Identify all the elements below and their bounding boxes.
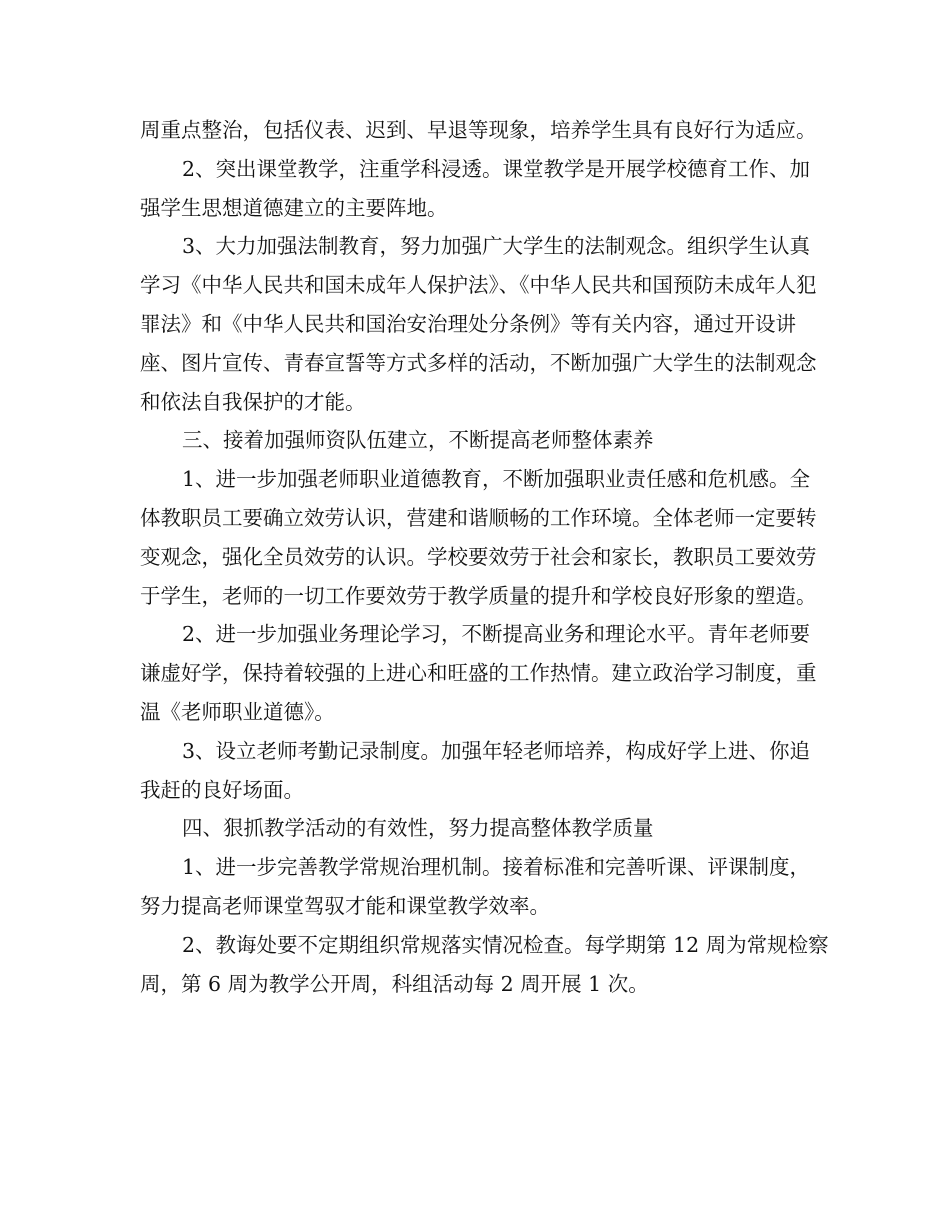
section-heading-teacher-team: 三、接着加强师资队伍建立，不断提高老师整体素养 — [182, 428, 654, 453]
paragraph-classroom-teaching: 2、突出课堂教学，注重学科浸透。课堂教学是开展学校德育工作、加强学生思想道德建立的主要阵地。 — [140, 156, 811, 220]
paragraph-continuation: 周重点整治，包括仪表、迟到、早退等现象，培养学生具有良好行为适应。 — [140, 118, 817, 142]
paragraph-teaching-routine: 1、进一步完善教学常规治理机制。接着标准和完善听课、评课制度，努力提高老师课堂驾驭才能和课堂教学效率。 — [140, 855, 811, 918]
paragraph-routine-inspection: 2、教诲处要不定期组织常规落实情况检查。每学期第 12 周为常规检察周，第 6 周为教学公开周，科组活动每 2 周开展 1 次。 — [140, 932, 829, 996]
document-body — [140, 111, 830, 1003]
paragraph-professional-ethics: 1、进一步加强老师职业道德教育，不断加强职业责任感和危机感。全体教职员工要确立效劳认识，营建和谐顺畅的工作环境。全体老师一定要转变观念，强化全员效劳的认识。学校要效劳于社会和家长，教职员工要效劳于学生，老师的一切工作要效劳于教学质量的提升和学校良好形象的塑造。 — [140, 467, 817, 608]
paragraph-theory-study: 2、进一步加强业务理论学习，不断提高业务和理论水平。青年老师要谦虚好学，保持着较强的上进心和旺盛的工作热情。建立政治学习制度，重温《老师职业道德》。 — [140, 622, 817, 724]
section-heading-teaching-quality: 四、狠抓教学活动的有效性，努力提高整体教学质量 — [182, 816, 654, 841]
paragraph-legal-education: 3、大力加强法制教育，努力加强广大学生的法制观念。组织学生认真学习《中华人民共和国未成年人保护法》、《中华人民共和国预防未成年人犯罪法》和《中华人民共和国治安治理处分条例》等有关内容，通过开设讲座、图片宣传、青春宣誓等方式多样的活动，不断加强广大学生的法制观念和依法自我保护的才能。 — [140, 234, 817, 414]
paragraph-attendance-records: 3、设立老师考勤记录制度。加强年轻老师培养，构成好学上进、你追我赶的良好场面。 — [140, 738, 811, 802]
